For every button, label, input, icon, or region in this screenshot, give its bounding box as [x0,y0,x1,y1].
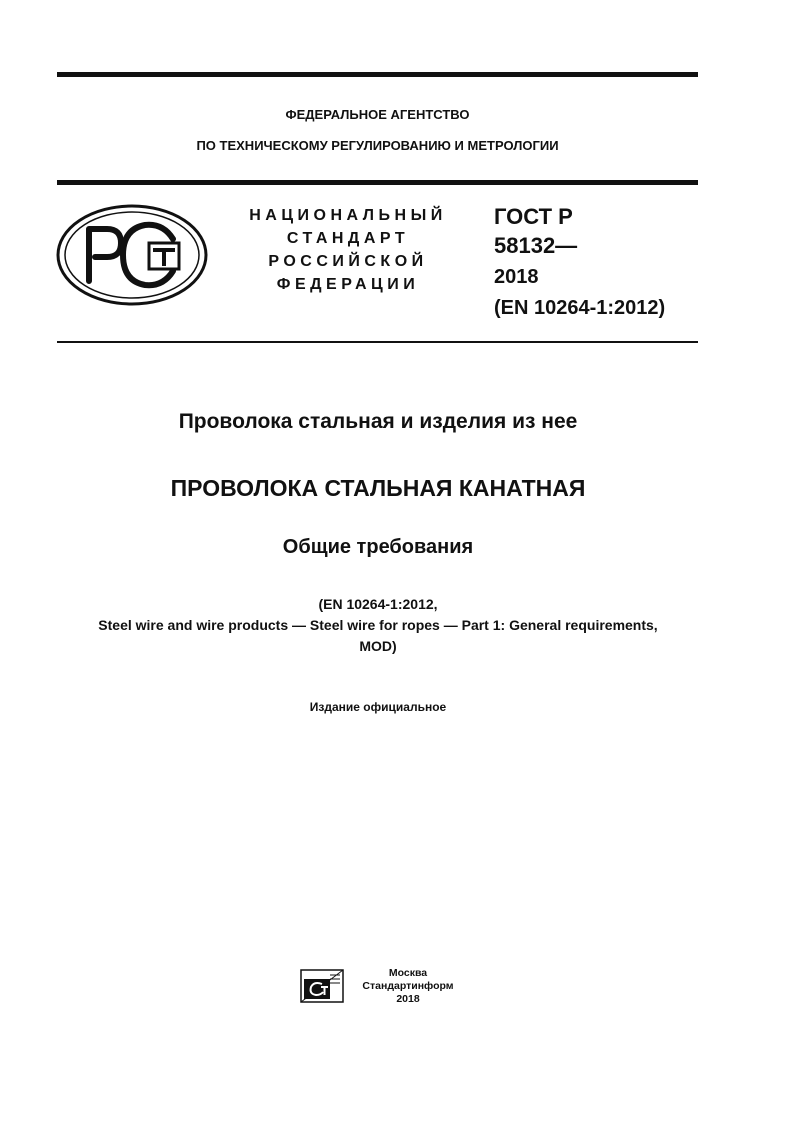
english-title-line-2: Steel wire and wire products — Steel wire for ropes — Part 1: General requirements, [98,617,658,633]
national-standard-line-4: ФЕДЕРАЦИИ [276,276,420,293]
edition-label: Издание официальное [309,700,447,714]
designation-line-2: 58132— [494,233,578,258]
rst-certification-mark-icon [55,203,209,307]
document-subtitle: Общие требования [282,536,474,558]
agency-line-2: ПО ТЕХНИЧЕСКОМУ РЕГУЛИРОВАНИЮ И МЕТРОЛОГИИ [196,138,559,153]
publisher-city: Москва [388,967,428,979]
lower-rule [57,341,698,343]
designation-line-1: ГОСТ Р [494,204,573,229]
designation-line-3: 2018 [494,266,539,288]
national-standard-line-3: РОССИЙСКОЙ [268,253,428,270]
standartinform-logo-icon [300,969,344,1003]
middle-rule [57,180,698,185]
publisher-year: 2018 [396,993,420,1005]
english-title-line-3: MOD) [359,638,397,654]
document-subtitle-upper: ПРОВОЛОКА СТАЛЬНАЯ КАНАТНАЯ [170,475,586,501]
publisher-name: Стандартинформ [362,980,454,992]
agency-line-1: ФЕДЕРАЛЬНОЕ АГЕНТСТВО [285,107,470,122]
document-title: Проволока стальная и изделия из нее [178,410,578,433]
national-standard-line-1: НАЦИОНАЛЬНЫЙ [249,207,447,224]
national-standard-line-2: СТАНДАРТ [286,230,410,247]
designation-line-4: (EN 10264-1:2012) [494,297,666,319]
english-title-line-1: (EN 10264-1:2012, [318,596,438,612]
top-rule [57,72,698,77]
